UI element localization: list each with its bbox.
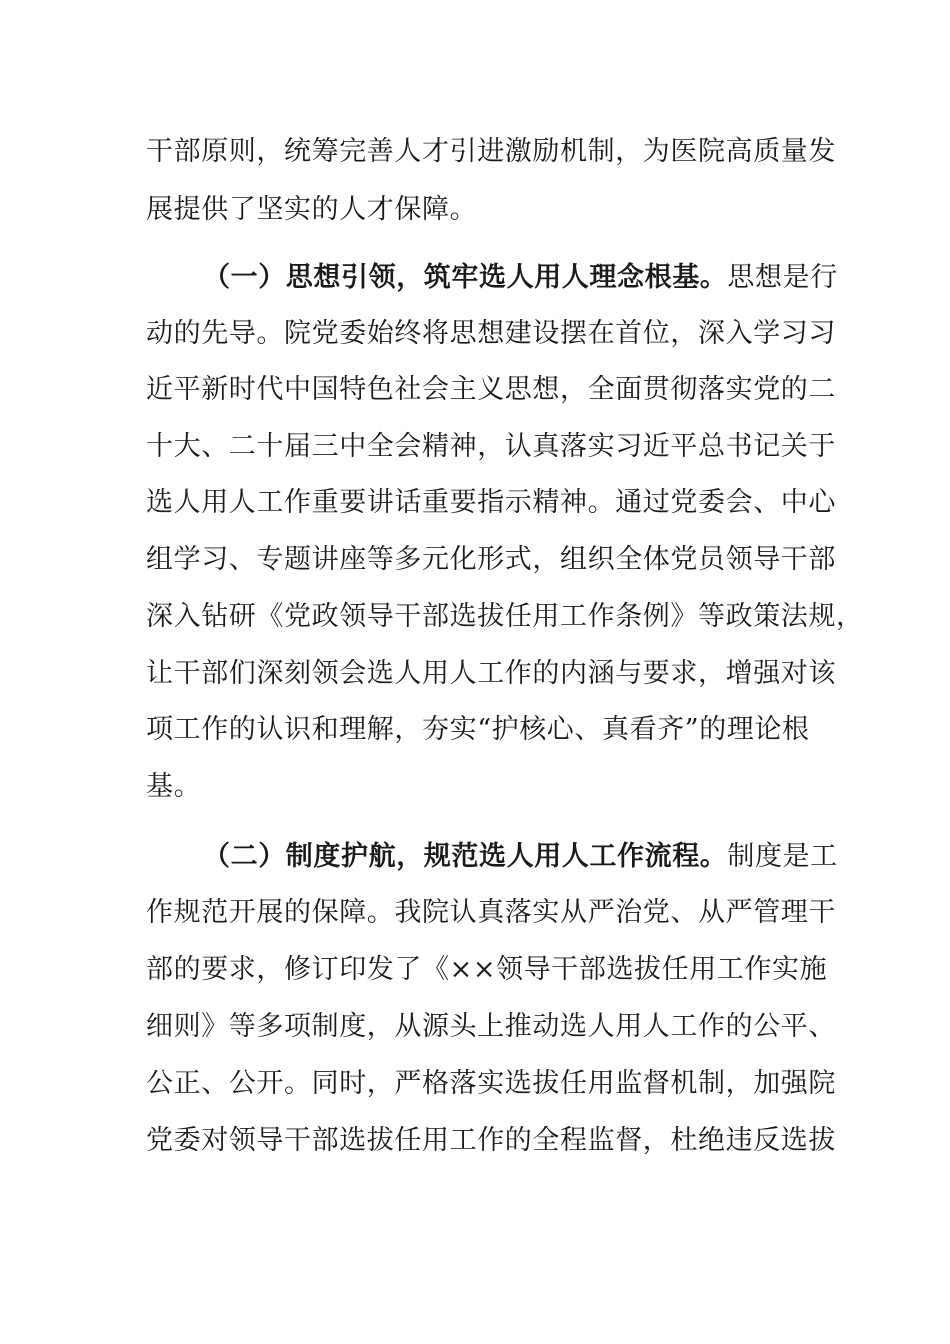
section1-first-line: [203, 261, 838, 295]
section1-line: 动的先导。院党委始终将思想建设摆在首位，深入学习习: [146, 318, 836, 349]
section2-line: 部的要求，修订印发了《××领导干部选拔任用工作实施: [146, 954, 828, 985]
section1-line: 十大、二十届三中全会精神，认真落实习近平总书记关于: [146, 431, 836, 462]
section2-line: 公正、公开。同时，严格落实选拔任用监督机制，加强院: [146, 1068, 836, 1099]
section1-line: 选人用人工作重要讲话重要指示精神。通过党委会、中心: [146, 487, 836, 518]
section1-line: 项工作的认识和理解，夯实“护核心、真看齐”的理论根: [146, 714, 810, 745]
section2-line: 细则》等多项制度，从源头上推动选人用人工作的公平、: [146, 1011, 836, 1042]
intro-line-1: 干部原则，统筹完善人才引进激励机制，为医院高质量发: [146, 136, 836, 167]
section2-heading: （二）制度护航，规范选人用人工作流程。: [203, 841, 728, 872]
section2-lead: 制度是工: [727, 841, 838, 872]
section1-line: 组学习、专题讲座等多元化形式，组织全体党员领导干部: [146, 544, 836, 575]
section1-line: 近平新时代中国特色社会主义思想，全面贯彻落实党的二: [146, 374, 836, 405]
section1-heading: （一）思想引领，筑牢选人用人理念根基。: [203, 262, 728, 293]
section2-line: 作规范开展的保障。我院认真落实从严治党、从严管理干: [146, 897, 836, 928]
intro-line-2: 展提供了坚实的人才保障。: [146, 194, 478, 225]
section2-first-line: [203, 840, 838, 874]
section1-line: 基。: [146, 771, 202, 802]
section1-lead: 思想是行: [727, 262, 838, 293]
section1-line: 深入钻研《党政领导干部选拔任用工作条例》等政策法规，: [146, 601, 864, 632]
section1-line: 让干部们深刻领会选人用人工作的内涵与要求，增强对该: [146, 658, 836, 689]
section2-line: 党委对领导干部选拔任用工作的全程监督，杜绝违反选拔: [146, 1125, 836, 1156]
